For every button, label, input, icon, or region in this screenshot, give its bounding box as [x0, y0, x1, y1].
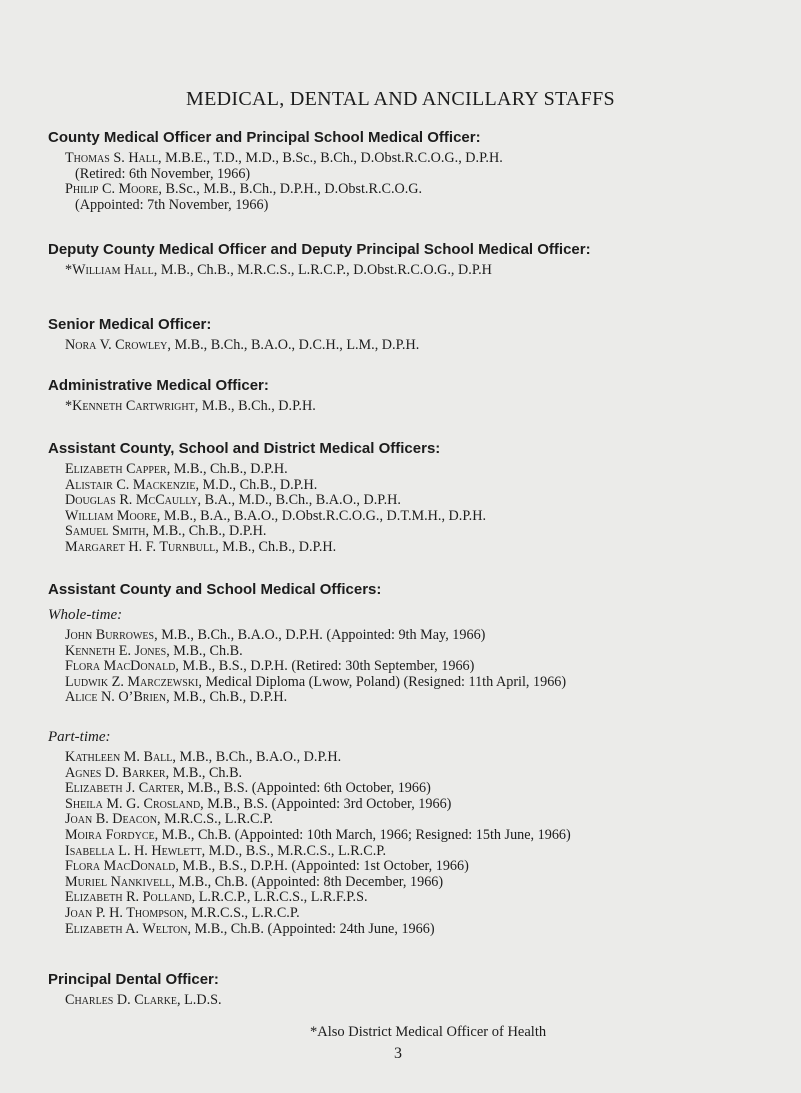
section-senior-medical-officer	[48, 315, 768, 354]
subgroup-label-whole-time: Whole-time:	[48, 607, 123, 623]
staff-entry: Samuel Smith, M.B., Ch.B., D.P.H.	[65, 523, 267, 540]
entry-list	[65, 993, 768, 1009]
entry-list	[65, 338, 768, 354]
staff-entry: Joan B. Deacon, M.R.C.S., L.R.C.P.	[65, 811, 273, 828]
section-heading: Principal Dental Officer:	[48, 971, 219, 988]
staff-entry: Alice N. O’Brien, M.B., Ch.B., D.P.H.	[65, 689, 288, 706]
staff-entry: Philip C. Moore, B.Sc., M.B., B.Ch., D.P.H., D.Obst.R.C.O.G.	[65, 181, 423, 198]
staff-entry: Douglas R. McCaully, B.A., M.D., B.Ch., B.A.O., D.P.H.	[65, 492, 401, 509]
entry-list	[65, 750, 768, 937]
staff-entry: Agnes D. Barker, M.B., Ch.B.	[65, 764, 243, 781]
staff-entry: Elizabeth A. Welton, M.B., Ch.B. (Appointed: 24th June, 1966)	[65, 920, 435, 937]
staff-entry: Moira Fordyce, M.B., Ch.B. (Appointed: 10th March, 1966; Resigned: 15th June, 1966)	[65, 826, 571, 843]
section-assistant-county-school	[48, 580, 768, 937]
staff-entry: Charles D. Clarke, L.D.S.	[65, 992, 222, 1008]
subgroup-label-part-time: Part-time:	[48, 728, 111, 745]
staff-entry: Kenneth E. Jones, M.B., Ch.B.	[65, 642, 243, 659]
section-heading: Assistant County, School and District Medical Officers:	[48, 440, 441, 457]
section-deputy-county-medical-officer	[48, 240, 768, 279]
staff-entry: *William Hall, M.B., Ch.B., M.R.C.S., L.R.C.P., D.Obst.R.C.O.G., D.P.H	[65, 262, 492, 278]
staff-entry: Thomas S. Hall, M.B.E., T.D., M.D., B.Sc., B.Ch., D.Obst.R.C.O.G., D.P.H.	[65, 150, 503, 166]
staff-entry: Nora V. Crowley, M.B., B.Ch., B.A.O., D.C.H., L.M., D.P.H.	[65, 337, 420, 353]
staff-entry: Flora MacDonald, M.B., B.S., D.P.H. (Appointed: 1st October, 1966)	[65, 858, 469, 875]
section-administrative-medical-officer	[48, 376, 768, 415]
entry-list	[65, 151, 768, 213]
staff-entry: Kathleen M. Ball, M.B., B.Ch., B.A.O., D.P.H.	[65, 748, 342, 765]
footnote: *Also District Medical Officer of Health	[310, 1024, 547, 1040]
section-heading: Administrative Medical Officer:	[48, 377, 269, 394]
staff-entry: Isabella L. H. Hewlett, M.D., B.S., M.R.C.S., L.R.C.P.	[65, 842, 387, 859]
staff-entry: *Kenneth Cartwright, M.B., B.Ch., D.P.H.	[65, 398, 316, 414]
staff-entry: John Burrowes, M.B., B.Ch., B.A.O., D.P.H. (Appointed: 9th May, 1966)	[65, 627, 486, 643]
staff-entry: Elizabeth J. Carter, M.B., B.S. (Appointed: 6th October, 1966)	[65, 780, 431, 797]
staff-entry: Joan P. H. Thompson, M.R.C.S., L.R.C.P.	[65, 904, 300, 921]
staff-entry-note: (Appointed: 7th November, 1966)	[75, 196, 269, 213]
entry-list	[65, 263, 768, 279]
staff-entry: William Moore, M.B., B.A., B.A.O., D.Obst.R.C.O.G., D.T.M.H., D.P.H.	[65, 507, 486, 524]
entry-list	[65, 399, 768, 415]
section-heading: Assistant County and School Medical Officers:	[48, 581, 382, 598]
staff-entry: Ludwik Z. Marczewski, Medical Diploma (Lwow, Poland) (Resigned: 11th April, 1966)	[65, 673, 567, 690]
section-heading: Deputy County Medical Officer and Deputy Principal School Medical Officer:	[48, 241, 591, 258]
page-number: 3	[394, 1045, 402, 1062]
section-principal-dental-officer	[48, 970, 768, 1009]
staff-entry: Elizabeth R. Polland, L.R.C.P., L.R.C.S., L.R.F.P.S.	[65, 889, 368, 906]
entry-list	[65, 628, 768, 706]
entry-list	[65, 462, 768, 556]
page-title: MEDICAL, DENTAL AND ANCILLARY STAFFS	[186, 88, 615, 110]
section-assistant-county-school-district	[48, 439, 768, 556]
staff-entry: Flora MacDonald, M.B., B.S., D.P.H. (Retired: 30th September, 1966)	[65, 658, 475, 675]
staff-entry: Muriel Nankivell, M.B., Ch.B. (Appointed: 8th December, 1966)	[65, 873, 444, 890]
staff-entry: Margaret H. F. Turnbull, M.B., Ch.B., D.P.H.	[65, 538, 337, 555]
section-heading: Senior Medical Officer:	[48, 316, 212, 333]
staff-entry: Sheila M. G. Crosland, M.B., B.S. (Appointed: 3rd October, 1966)	[65, 795, 452, 812]
staff-entry: Elizabeth Capper, M.B., Ch.B., D.P.H.	[65, 461, 288, 477]
staff-entry-note: (Retired: 6th November, 1966)	[75, 165, 251, 182]
section-heading: County Medical Officer and Principal School Medical Officer:	[48, 129, 481, 146]
staff-entry: Alistair C. Mackenzie, M.D., Ch.B., D.P.H.	[65, 476, 318, 493]
section-county-medical-officer	[48, 128, 768, 213]
